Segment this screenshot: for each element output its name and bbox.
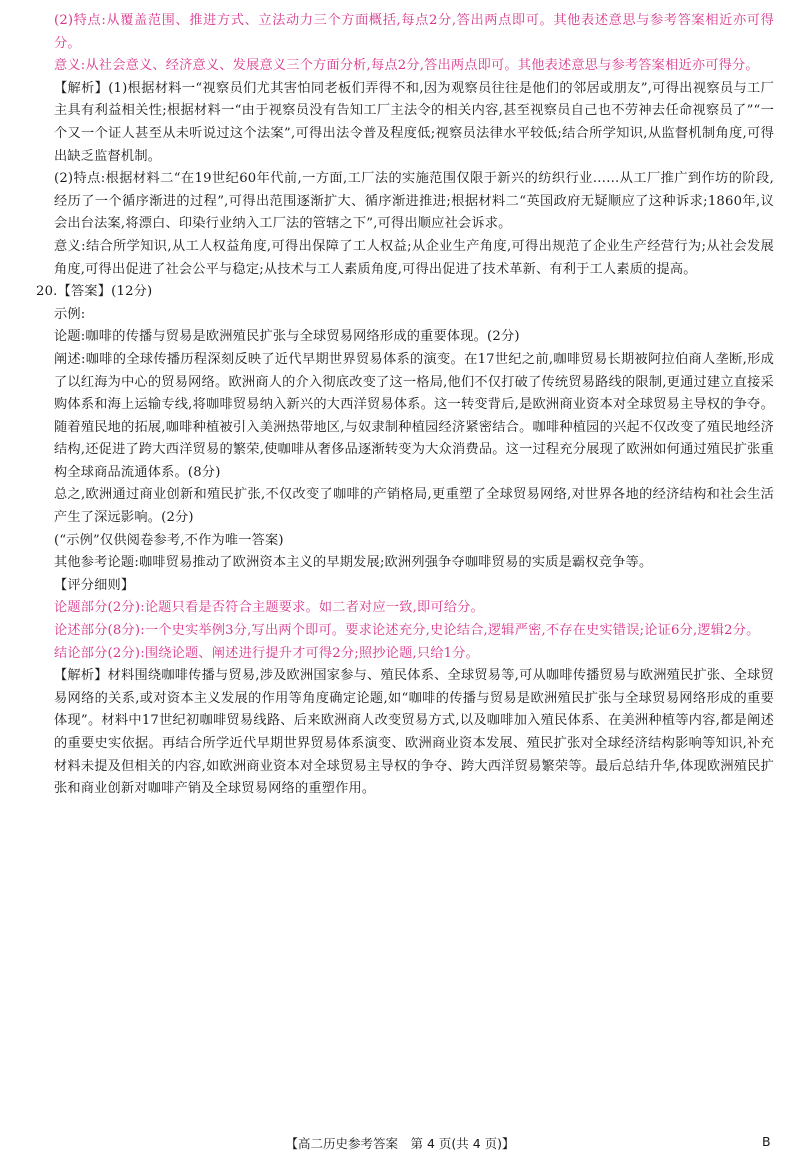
page-footer: 【高二历史参考答案 第 4 页(共 4 页)】 (285, 1136, 515, 1151)
q20-example-note: (“示例”仅供阅卷参考,不作为唯一答案) (54, 532, 284, 548)
q19-analysis-meaning: 意义:结合所学知识,从工人权益角度,可得出保障了工人权益;从企业生产角度,可得出规范了企业生产经营行为;从社会发展角度,可得出促进了社会公平与稳定;从技术与工人素质角度,可得出促进了技术革新、有利于工人素质的提高。 (54, 238, 774, 277)
page-content (36, 10, 774, 801)
q20-other-topics: 其他参考论题:咖啡贸易推动了欧洲资本主义的早期发展;欧洲列强争夺咖啡贸易的实质是霸权竞争等。 (54, 555, 653, 571)
q20-thesis: 论题:咖啡的传播与贸易是欧洲殖民扩张与全球贸易网络形成的重要体现。(2分) (54, 329, 520, 345)
q20-conclusion: 总之,欧洲通过商业创新和殖民扩张,不仅改变了咖啡的产销格局,更重塑了全球贸易网络,对世界各地的经济结构和社会生活产生了深远影响。(2分) (54, 487, 774, 526)
paper-version-code: B (762, 1134, 771, 1149)
q19-analysis-part2: (2)特点:根据材料二“在19世纪60年代前,一方面,工厂法的实施范围仅限于新兴的纺织行业……从工厂推广到作坊的阶段,经历了一个循序渐进的过程”,可得出范围逐渐扩大、循序渐进推进;根据材料二“英国政府无疑顺应了这种诉求;1860年,议会出台法案,将漂白、印染行业纳入工厂法的管辖之下”,可得出顺应社会诉求。 (54, 171, 774, 232)
q20-rubric-argument: 论述部分(8分):一个史实举例3分,写出两个即可。要求论述充分,史论结合,逻辑严密,不存在史实错误;论证6分,逻辑2分。 (54, 623, 760, 639)
q19-meaning-scoring: 意义:从社会意义、经济意义、发展意义三个方面分析,每点2分,答出两点即可。其他表述意思与参考答案相近亦可得分。 (54, 58, 759, 74)
q19-feature-scoring: (2)特点:从覆盖范围、推进方式、立法动力三个方面概括,每点2分,答出两点即可。其他表述意思与参考答案相近亦可得分。 (54, 13, 774, 51)
q20-rubric-conclusion: 结论部分(2分):围绕论题、阐述进行提升才可得2分;照抄论题,只给1分。 (54, 645, 479, 661)
q20-rubric-thesis: 论题部分(2分):论题只看是否符合主题要求。如二者对应一致,即可给分。 (54, 600, 484, 616)
q20-argument: 阐述:咖啡的全球传播历程深刻反映了近代早期世界贸易体系的演变。在17世纪之前,咖啡贸易长期被阿拉伯商人垄断,形成了以红海为中心的贸易网络。欧洲商人的介入彻底改变了这一格局,他们不仅打破了传统贸易路线的限制,更通过建立直接采购体系和海上运输专线,将咖啡贸易纳入新兴的大西洋贸易体系。这一转变背后,是欧洲商业资本对全球贸易主导权的争夺。随着殖民地的拓展,咖啡种植被引入美洲热带地区,与奴隶制种植园经济紧密结合。咖啡种植园的兴起不仅改变了殖民地经济结构,还促进了跨大西洋贸易的繁荣,使咖啡从奢侈品逐渐转变为大众消费品。这一过程充分展现了欧洲如何通过殖民扩张重构全球商品流通体系。(8分) (54, 351, 774, 480)
q20-example-label: 示例: (54, 306, 86, 322)
q20-analysis: 【解析】材料围绕咖啡传播与贸易,涉及欧洲国家参与、殖民体系、全球贸易等,可从咖啡传播贸易与欧洲殖民扩张、全球贸易网络的关系,或对资本主义发展的作用等角度确定论题,如“咖啡的传播与贸易是欧洲殖民扩张与全球贸易网络形成的重要体现”。材料中17世纪初咖啡贸易线路、后来欧洲商人改变贸易方式,以及咖啡加入殖民体系、在美洲种植等内容,都是阐述的重要史实依据。再结合所学近代早期世界贸易体系演变、欧洲商业资本发展、殖民扩张对全球经济结构影响等知识,补充材料未提及但相关的内容,如欧洲商业资本对全球贸易主导权的争夺、跨大西洋贸易繁荣等。最后总结升华,体现欧洲殖民扩张和商业创新对咖啡产销及全球贸易网络的重塑作用。 (54, 668, 774, 797)
q20-rubric-heading: 【评分细则】 (54, 577, 135, 593)
q20-number: 20. (36, 284, 58, 300)
q19-analysis-part1: 【解析】(1)根据材料一“视察员们尤其害怕同老板们弄得不和,因为观察员往往是他们的邻居或朋友”,可得出视察员与工厂主具有利益相关性;根据材料一“由于视察员没有告知工厂主法令的相关内容,甚至视察员自己也不劳神去任命视察员了”“一个又一个证人甚至从未听说过这个法案”,可得出法令普及程度低;视察员法律水平较低;结合所学知识,从监督机制角度,可得出缺乏监督机制。 (54, 80, 774, 164)
q20-answer-label: 【答案】(12分) (57, 284, 153, 300)
q20-answer-heading (36, 281, 774, 304)
